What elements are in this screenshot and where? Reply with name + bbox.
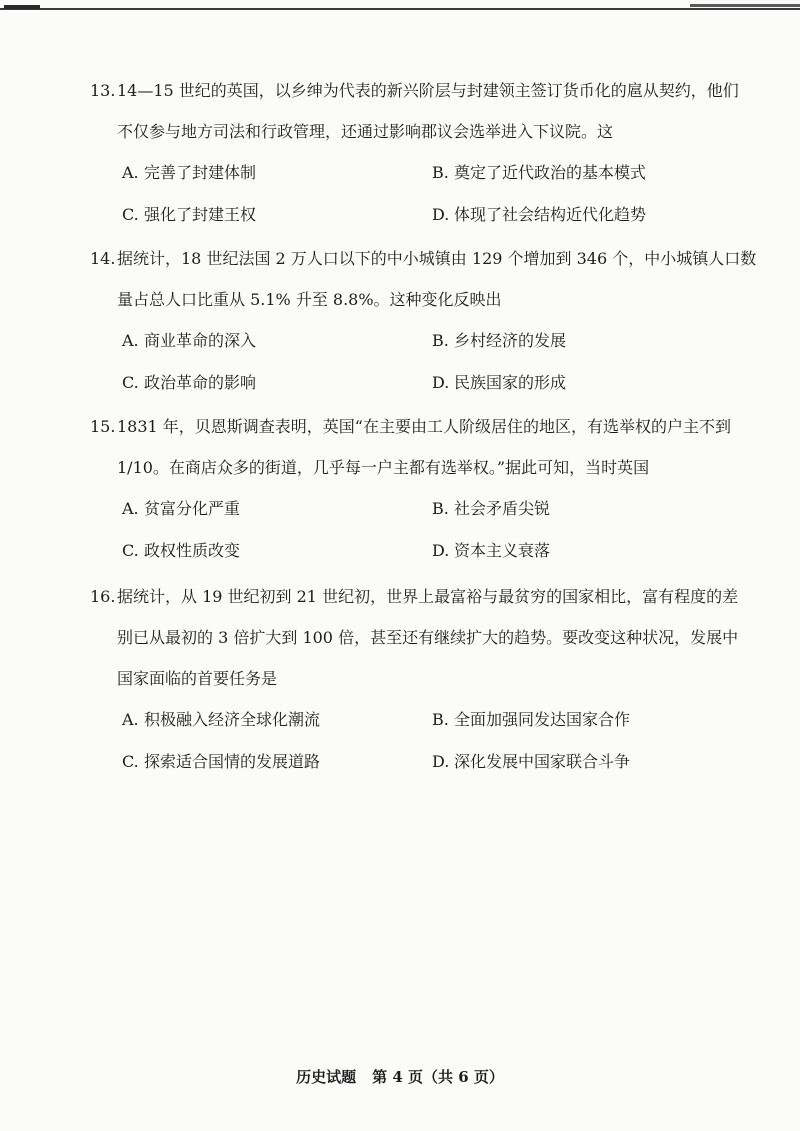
option-c[interactable] — [122, 530, 240, 572]
option-letter: B. — [432, 499, 449, 518]
option-letter: D. — [432, 752, 450, 771]
option-b[interactable] — [432, 488, 550, 530]
option-letter: B. — [432, 163, 449, 182]
option-text: 贫富分化严重 — [144, 499, 241, 518]
option-text: 奠定了近代政治的基本模式 — [454, 163, 647, 182]
option-letter: B. — [432, 710, 449, 729]
option-letter: C. — [122, 541, 139, 560]
option-b[interactable] — [432, 699, 630, 741]
question-stem-text: 国家面临的首要任务是 — [117, 669, 278, 688]
question-number: 13. — [90, 81, 116, 100]
option-text: 资本主义衰落 — [454, 541, 551, 560]
option-row — [90, 362, 760, 404]
question-stem-line — [90, 406, 760, 447]
option-b[interactable] — [432, 320, 566, 362]
option-row — [90, 699, 760, 741]
option-c[interactable] — [122, 194, 256, 236]
option-d[interactable] — [432, 530, 550, 572]
option-letter: A. — [122, 710, 139, 729]
question-stem-line — [90, 617, 760, 658]
option-letter: C. — [122, 373, 139, 392]
top-border-line — [0, 8, 800, 10]
option-c[interactable] — [122, 362, 256, 404]
question-14 — [90, 238, 760, 404]
question-stem-line — [90, 447, 760, 488]
question-stem-text: 14—15 世纪的英国，以乡绅为代表的新兴阶层与封建领主签订货币化的扈从契约，他们 — [117, 81, 739, 100]
page-footer — [0, 1066, 800, 1087]
option-text: 完善了封建体制 — [144, 163, 257, 182]
question-stem-line — [90, 70, 760, 111]
option-text: 全面加强同发达国家合作 — [454, 710, 631, 729]
option-letter: C. — [122, 205, 139, 224]
footer-page-number: 第 4 页（共 6 页） — [372, 1068, 504, 1086]
option-text: 乡村经济的发展 — [454, 331, 567, 350]
option-row — [90, 152, 760, 194]
top-border-mark-left — [4, 5, 40, 9]
question-number: 15. — [90, 417, 116, 436]
question-13 — [90, 70, 760, 236]
option-c[interactable] — [122, 741, 320, 783]
option-a[interactable] — [122, 152, 256, 194]
option-text: 深化发展中国家联合斗争 — [454, 752, 631, 771]
question-stem-line — [90, 238, 760, 279]
question-15 — [90, 406, 760, 572]
question-stem-text: 不仅参与地方司法和行政管理，还通过影响郡议会选举进入下议院。这 — [117, 122, 614, 141]
option-d[interactable] — [432, 194, 646, 236]
question-stem-text: 别已从最初的 3 倍扩大到 100 倍，甚至还有继续扩大的趋势。要改变这种状况，发展中 — [117, 628, 739, 647]
question-stem-text: 据统计，从 19 世纪初到 21 世纪初，世界上最富裕与最贫穷的国家相比，富有程度的差 — [117, 587, 739, 606]
option-text: 强化了封建王权 — [144, 205, 257, 224]
question-stem-text: 量占总人口比重从 5.1% 升至 8.8%。这种变化反映出 — [117, 290, 502, 309]
option-b[interactable] — [432, 152, 646, 194]
top-border-mark-right — [690, 4, 800, 7]
option-row — [90, 488, 760, 530]
option-text: 政权性质改变 — [144, 541, 241, 560]
option-letter: A. — [122, 499, 139, 518]
question-number: 14. — [90, 249, 116, 268]
option-text: 社会矛盾尖锐 — [454, 499, 551, 518]
question-stem-line — [90, 279, 760, 320]
option-text: 积极融入经济全球化潮流 — [144, 710, 321, 729]
option-a[interactable] — [122, 320, 256, 362]
question-stem-text: 据统计，18 世纪法国 2 万人口以下的中小城镇由 129 个增加到 346 个，中小城镇人口数 — [117, 249, 757, 268]
option-letter: A. — [122, 163, 139, 182]
question-stem-text: 1/10。在商店众多的街道，几乎每一户主都有选举权。”据此可知，当时英国 — [117, 458, 650, 477]
question-stem-text: 1831 年，贝恩斯调查表明，英国“在主要由工人阶级居住的地区，有选举权的户主不到 — [117, 417, 731, 436]
option-a[interactable] — [122, 699, 320, 741]
option-letter: D. — [432, 205, 450, 224]
question-stem-line — [90, 111, 760, 152]
option-letter: B. — [432, 331, 449, 350]
option-row — [90, 741, 760, 783]
question-16 — [90, 576, 760, 783]
question-stem-line — [90, 576, 760, 617]
option-text: 商业革命的深入 — [144, 331, 257, 350]
question-number: 16. — [90, 587, 116, 606]
option-letter: D. — [432, 373, 450, 392]
option-letter: C. — [122, 752, 139, 771]
option-letter: A. — [122, 331, 139, 350]
option-row — [90, 320, 760, 362]
option-letter: D. — [432, 541, 450, 560]
option-text: 政治革命的影响 — [144, 373, 257, 392]
option-text: 体现了社会结构近代化趋势 — [454, 205, 647, 224]
option-d[interactable] — [432, 362, 566, 404]
question-stem-line — [90, 658, 760, 699]
option-row — [90, 530, 760, 572]
option-a[interactable] — [122, 488, 240, 530]
option-d[interactable] — [432, 741, 630, 783]
option-text: 探索适合国情的发展道路 — [144, 752, 321, 771]
footer-subject: 历史试题 — [296, 1068, 357, 1086]
option-text: 民族国家的形成 — [454, 373, 567, 392]
option-row — [90, 194, 760, 236]
